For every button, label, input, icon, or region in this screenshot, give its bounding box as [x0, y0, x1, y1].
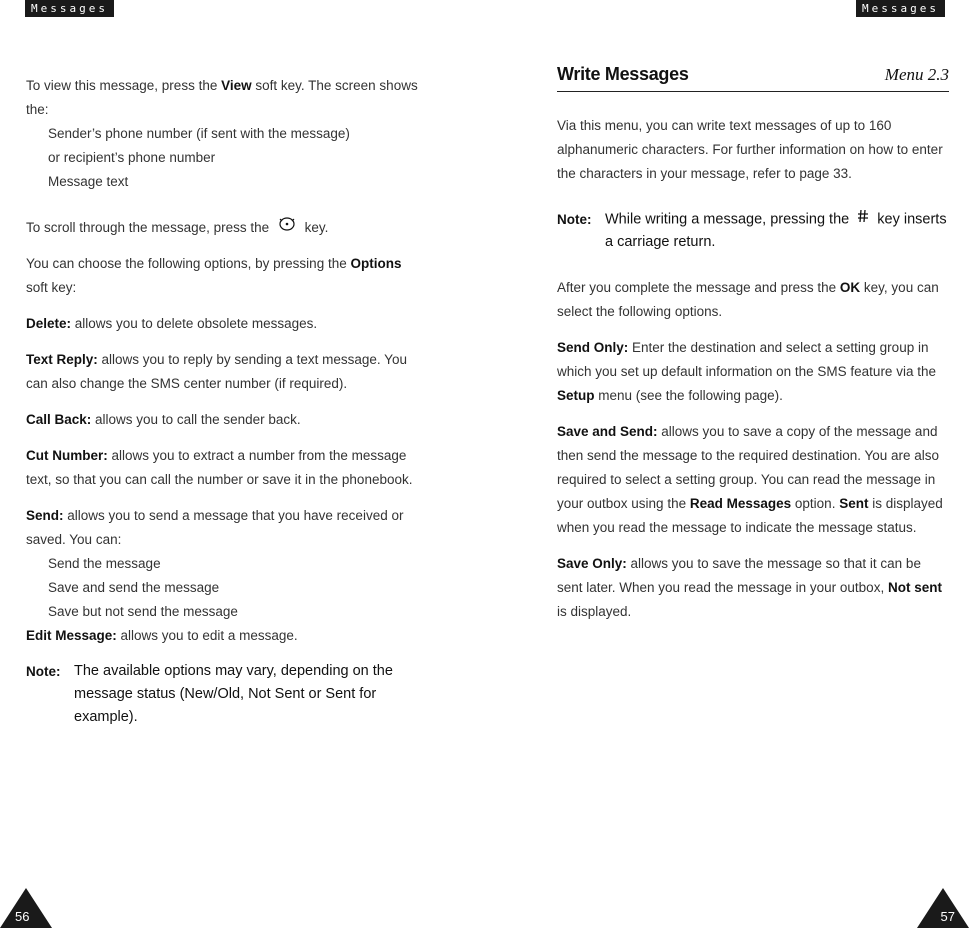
after-paragraph: [557, 276, 949, 324]
nav-key-icon: [277, 216, 297, 240]
edit-message-option: [26, 624, 421, 648]
send-text: allows you to send a message that you have received or saved. You can:: [26, 508, 404, 548]
section-header: [557, 62, 949, 92]
send-only-term: Send Only:: [557, 340, 629, 356]
edit-message-term: Edit Message:: [26, 628, 117, 644]
left-note: [26, 660, 421, 729]
not-sent-label: Not sent: [887, 580, 942, 596]
call-back-text: allows you to call the sender back.: [91, 412, 301, 428]
save-only-text-a: allows you to save the message so that it can be sent later. When you read the message in your outbox,: [557, 556, 921, 596]
hash-key-icon: [857, 208, 869, 231]
send-list-item: Save but not send the message: [48, 604, 238, 620]
view-list-item: or recipient’s phone number: [48, 150, 216, 165]
page-number-left-text: 56: [15, 909, 30, 924]
options-paragraph: [26, 252, 421, 300]
scroll-text-b: key.: [304, 220, 329, 235]
delete-term: Delete:: [26, 316, 72, 332]
page-number-left: [0, 888, 52, 928]
page-number-right-text: 57: [940, 909, 955, 924]
after-text-a: After you complete the message and press the: [557, 280, 840, 296]
note-text-a: While writing a message, pressing the: [605, 211, 850, 228]
send-option: [26, 504, 421, 552]
view-list: [26, 122, 421, 194]
header-tab-left: Messages: [25, 0, 114, 17]
text-reply-term: Text Reply:: [26, 352, 98, 368]
section-title: Write Messages: [557, 64, 689, 84]
right-page-column: [557, 62, 949, 624]
send-term: Send:: [26, 508, 64, 524]
left-page-column: [26, 74, 421, 729]
note-label: Note:: [557, 212, 592, 227]
read-messages-label: Read Messages: [689, 496, 792, 512]
view-intro-paragraph: [26, 74, 421, 122]
save-and-send-text-a: allows you to save a copy of the message and then send the message to the required destination. You are also required to select a setting group. You can read the message in your outbox using the: [557, 424, 940, 512]
call-back-term: Call Back:: [26, 412, 92, 428]
ok-key-label: OK: [839, 280, 861, 296]
options-text-a: You can choose the following options, by pressing the: [26, 256, 351, 272]
section-menu-number: Menu 2.3: [884, 65, 949, 84]
save-and-send-term: Save and Send:: [557, 424, 658, 440]
send-only-option: [557, 336, 949, 408]
save-and-send-text-c: is displayed when you read the message to indicate the message status.: [557, 496, 943, 536]
edit-message-text: allows you to edit a message.: [116, 628, 298, 644]
send-list: [26, 552, 421, 624]
cut-number-text: allows you to extract a number from the message text, so that you can call the number or save it in the phonebook.: [26, 448, 413, 488]
sent-status-label: Sent: [839, 496, 869, 512]
note-label: Note:: [26, 664, 61, 680]
save-and-send-text-b: option.: [791, 496, 840, 512]
delete-option: [26, 312, 421, 336]
intro-paragraph: Via this menu, you can write text messages of up to 160 alphanumeric characters. For further information on how to enter the characters in your message, refer to page 33.: [557, 118, 943, 181]
text-reply-text: allows you to reply by sending a text message. You can also change the SMS center number (if required).: [26, 352, 407, 392]
note-text: [605, 208, 949, 254]
after-text-b: key, you can select the following options.: [557, 280, 939, 320]
save-only-option: [557, 552, 949, 624]
send-list-item: Save and send the message: [48, 580, 220, 596]
view-list-item: Sender’s phone number (if sent with the message): [48, 126, 350, 141]
note-text: The available options may vary, depending on the message status (New/Old, Not Sent or Sent for example).: [74, 663, 393, 726]
cut-number-option: [26, 444, 421, 492]
options-text-b: soft key:: [26, 280, 77, 296]
right-note: [557, 208, 949, 254]
send-only-text-a: Enter the destination and select a setting group in which you set up default information on the SMS feature via the: [557, 340, 936, 380]
view-list-item: Message text: [48, 174, 129, 189]
scroll-text-a: To scroll through the message, press the: [26, 220, 270, 235]
view-key-label: View: [221, 78, 252, 93]
view-intro-text-b: soft key. The screen shows the:: [26, 78, 418, 117]
call-back-option: [26, 408, 421, 432]
scroll-paragraph: [26, 216, 421, 240]
send-only-text-b: menu (see the following page).: [594, 388, 783, 404]
page-number-right: [917, 888, 969, 928]
setup-key-label: Setup: [557, 388, 595, 404]
header-tab-right: Messages: [856, 0, 945, 17]
view-intro-text-a: To view this message, press the: [26, 78, 222, 93]
save-and-send-option: [557, 420, 949, 540]
delete-text: allows you to delete obsolete messages.: [71, 316, 318, 332]
save-only-text-b: is displayed.: [557, 604, 632, 620]
note-text-b: key inserts a carriage return.: [605, 211, 947, 251]
cut-number-term: Cut Number:: [26, 448, 108, 464]
save-only-term: Save Only:: [557, 556, 627, 572]
text-reply-option: [26, 348, 421, 396]
send-list-item: Send the message: [48, 556, 161, 572]
options-key-label: Options: [350, 256, 402, 272]
